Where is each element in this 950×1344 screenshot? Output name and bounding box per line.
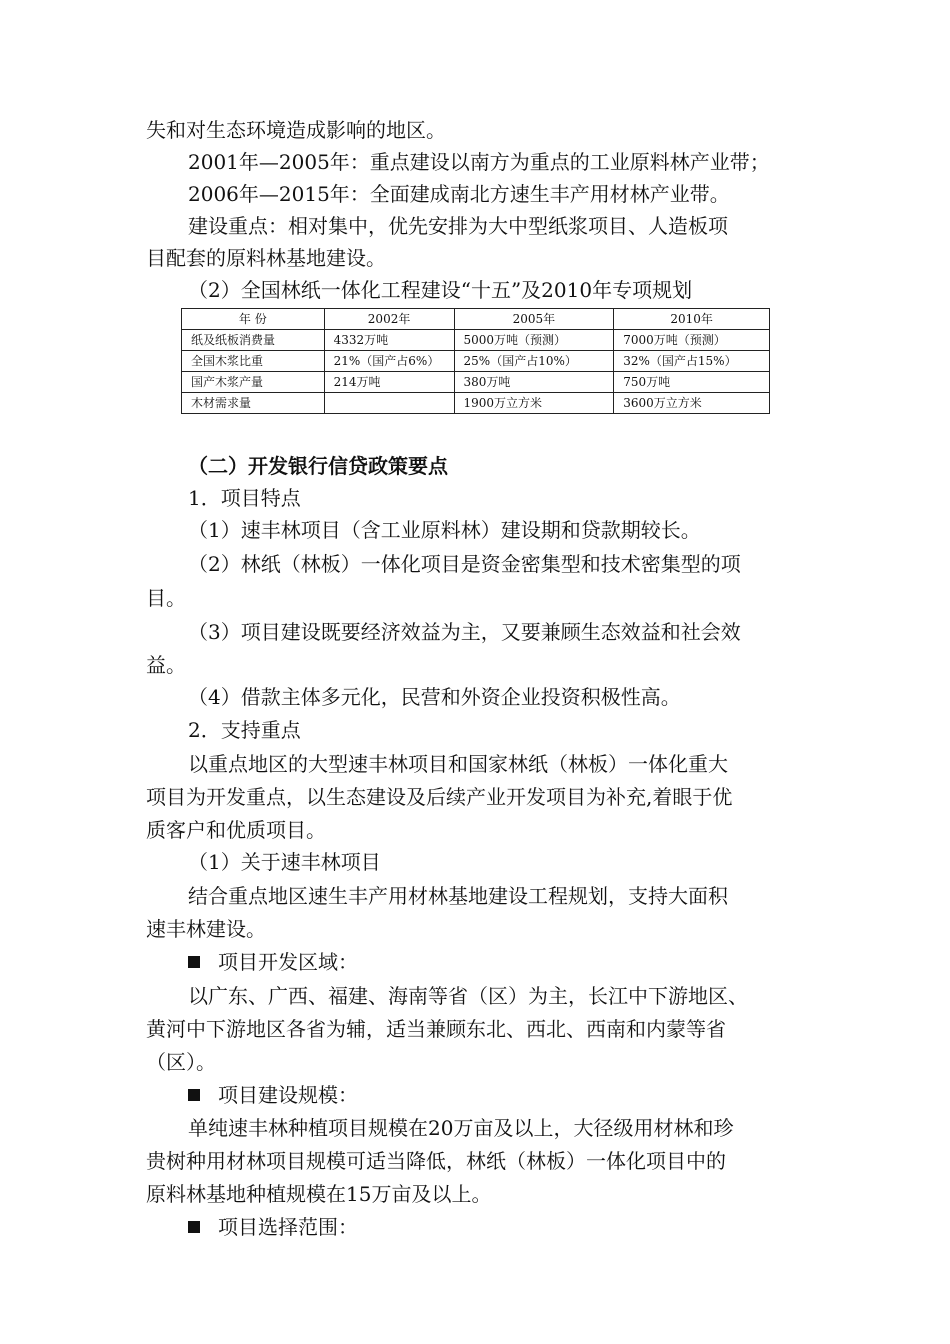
table-header-cell: 2002年: [324, 309, 454, 330]
paragraph-line: 2006年—2015年：全面建成南北方速生丰产用材林产业带。: [188, 182, 730, 206]
paragraph-line: （4）借款主体多元化，民营和外资企业投资积极性高。: [188, 685, 681, 709]
bullet-item: [188, 1213, 358, 1241]
table-cell: 国产木浆产量: [182, 372, 325, 393]
table-cell: 7000万吨（预测）: [614, 330, 770, 351]
paragraph-line: （区）。: [146, 1050, 216, 1074]
square-bullet-icon: [188, 1221, 200, 1233]
paragraph-line: （1）速丰林项目（含工业原料林）建设期和贷款期较长。: [188, 518, 701, 542]
subsection-title: 1．项目特点: [188, 486, 301, 510]
table-cell: 25%（国产占10%）: [454, 351, 614, 372]
table-row: [182, 330, 770, 351]
paragraph-line: 结合重点地区速生丰产用材林基地建设工程规划，支持大面积: [188, 884, 728, 908]
paragraph-line: 益。: [146, 653, 186, 677]
table-caption: （2）全国林纸一体化工程建设“十五”及2010年专项规划: [188, 278, 693, 302]
paragraph-line: 原料林基地种植规模在15万亩及以上。: [146, 1182, 492, 1206]
table-cell: 380万吨: [454, 372, 614, 393]
table-row: [182, 351, 770, 372]
table-header-cell: 2010年: [614, 309, 770, 330]
paragraph-line: 以重点地区的大型速丰林项目和国家林纸（林板）一体化重大: [188, 752, 728, 776]
table-cell: 全国木浆比重: [182, 351, 325, 372]
table-cell: [324, 393, 454, 414]
subsection-title: 2．支持重点: [188, 718, 301, 742]
paragraph-line: 以广东、广西、福建、海南等省（区）为主，长江中下游地区、: [188, 984, 748, 1008]
paragraph-line: 项目为开发重点，以生态建设及后续产业开发项目为补充,着眼于优: [146, 785, 733, 809]
table-cell: 214万吨: [324, 372, 454, 393]
table-cell: 纸及纸板消费量: [182, 330, 325, 351]
square-bullet-icon: [188, 956, 200, 968]
paragraph-line: 失和对生态环境造成影响的地区。: [146, 118, 446, 142]
bullet-item: [188, 1081, 358, 1109]
section-heading: （二）开发银行信贷政策要点: [188, 454, 448, 478]
paragraph-line: 贵树种用材林项目规模可适当降低，林纸（林板）一体化项目中的: [146, 1149, 726, 1173]
table-cell: 木材需求量: [182, 393, 325, 414]
table-cell: 5000万吨（预测）: [454, 330, 614, 351]
paragraph-line: 建设重点：相对集中，优先安排为大中型纸浆项目、人造板项: [188, 214, 728, 238]
bullet-item: [188, 948, 358, 976]
square-bullet-icon: [188, 1089, 200, 1101]
bullet-label: 项目开发区域：: [218, 950, 358, 974]
paragraph-line: 质客户和优质项目。: [146, 818, 326, 842]
paragraph-line: （2）林纸（林板）一体化项目是资金密集型和技术密集型的项: [188, 552, 741, 576]
table-cell: 1900万立方米: [454, 393, 614, 414]
table-row: [182, 393, 770, 414]
plan-table: [181, 308, 770, 414]
table-cell: 750万吨: [614, 372, 770, 393]
table-header-row: [182, 309, 770, 330]
paragraph-line: 速丰林建设。: [146, 917, 266, 941]
table-header-cell: 2005年: [454, 309, 614, 330]
subsection-title: （1）关于速丰林项目: [188, 850, 381, 874]
paragraph-line: 目。: [146, 586, 186, 610]
table-header-cell: 年 份: [182, 309, 325, 330]
paragraph-line: （3）项目建设既要经济效益为主，又要兼顾生态效益和社会效: [188, 620, 741, 644]
table-cell: 3600万立方米: [614, 393, 770, 414]
table-cell: 21%（国产占6%）: [324, 351, 454, 372]
bullet-label: 项目建设规模：: [218, 1083, 358, 1107]
bullet-label: 项目选择范围：: [218, 1215, 358, 1239]
table-cell: 4332万吨: [324, 330, 454, 351]
table-row: [182, 372, 770, 393]
paragraph-line: 目配套的原料林基地建设。: [146, 246, 386, 270]
paragraph-line: 黄河中下游地区各省为辅，适当兼顾东北、西北、西南和内蒙等省: [146, 1017, 726, 1041]
paragraph-line: 单纯速丰林种植项目规模在20万亩及以上，大径级用材林和珍: [188, 1116, 734, 1140]
paragraph-line: 2001年—2005年：重点建设以南方为重点的工业原料林产业带；: [188, 150, 770, 174]
table-cell: 32%（国产占15%）: [614, 351, 770, 372]
